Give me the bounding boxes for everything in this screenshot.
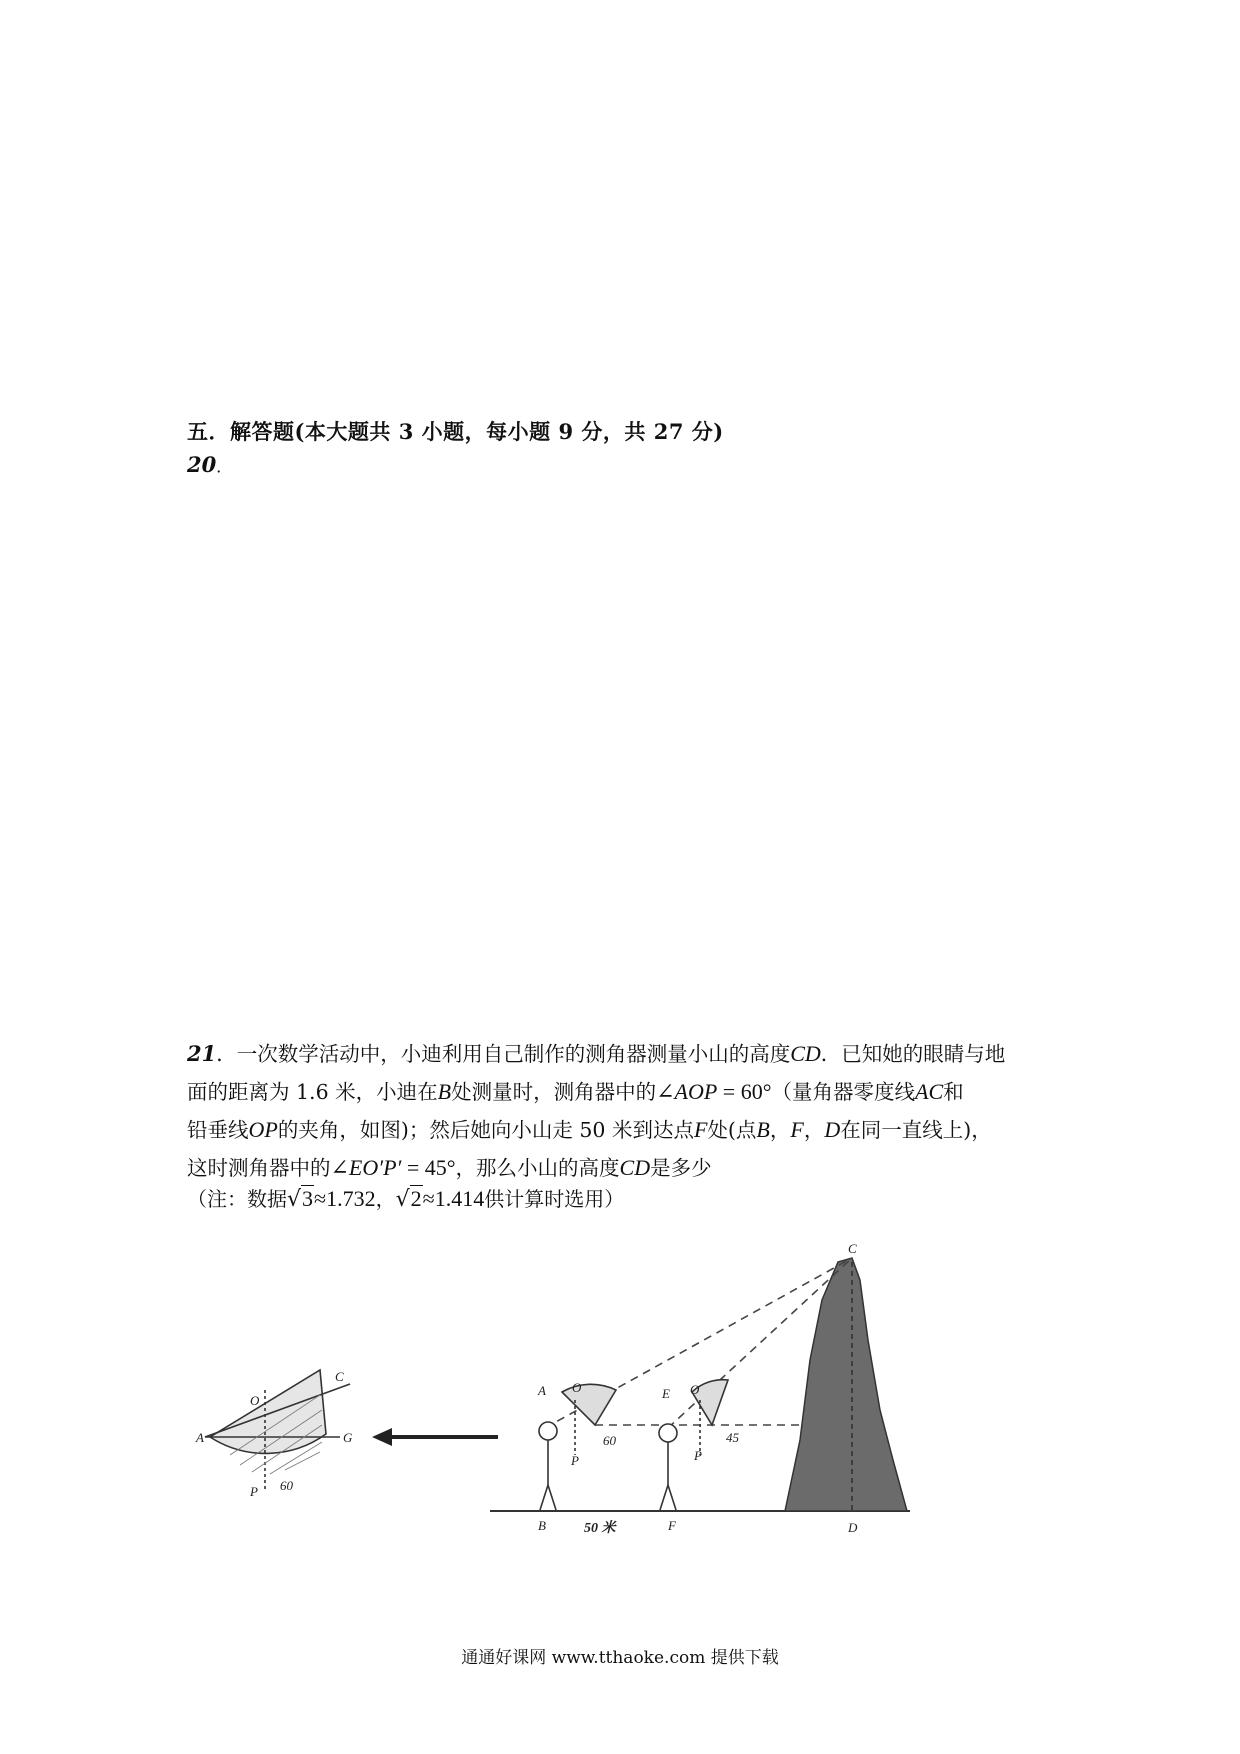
label-e-figure: E [662, 1386, 670, 1401]
label-p-protractor: P [250, 1484, 258, 1499]
label-p-figure: P [571, 1453, 579, 1468]
sqrt-2: √2 [395, 1186, 422, 1212]
label-o-protractor: O [250, 1393, 260, 1408]
label-o2-figure: O [690, 1382, 700, 1397]
label-60-protractor: 60 [280, 1478, 293, 1493]
label-a-protractor: A [196, 1430, 204, 1445]
label-p2-figure: P [694, 1448, 702, 1463]
label-f-ground: F [668, 1518, 676, 1533]
question-21-line-2: 面的距离为 1.6 米，小迪在B处测量时，测角器中的∠AOP = 60°（量角器零度线AC和 [187, 1079, 964, 1104]
question-20-number: 20． [187, 452, 233, 477]
label-distance: 50 米 [584, 1521, 616, 1536]
label-a-figure: A [538, 1383, 546, 1398]
footer: 通通好课网 www.tthaoke.com 提供下载 [461, 1648, 779, 1668]
label-45-figure: 45 [726, 1430, 739, 1445]
label-o-figure: O [572, 1380, 582, 1395]
question-21-line-4: 这时测角器中的∠EO′P′ = 45°，那么小山的高度CD是多少 [187, 1155, 712, 1180]
label-d-ground: D [848, 1520, 858, 1535]
question-21-line-3: 铅垂线OP的夹角，如图)；然后她向小山走 50 米到达点F处(点B，F，D在同一直线上)， [187, 1117, 992, 1142]
sqrt-3: √3 [287, 1186, 314, 1212]
label-c-top: C [848, 1241, 857, 1256]
label-g-protractor: G [343, 1430, 353, 1445]
protractor-detail [205, 1370, 350, 1490]
label-b-ground: B [538, 1518, 546, 1533]
mountain [785, 1258, 907, 1511]
question-21-line-1: 21．一次数学活动中，小迪利用自己制作的测角器测量小山的高度CD．已知她的眼睛与地 [187, 1041, 1006, 1066]
question-21-note: （注：数据√3≈1.732，√2≈1.414供计算时选用） [187, 1186, 625, 1212]
label-60-figure: 60 [603, 1433, 616, 1448]
section-heading: 五．解答题(本大题共 3 小题，每小题 9 分，共 27 分) [187, 419, 724, 444]
arrow-left [372, 1428, 498, 1446]
label-c-protractor: C [335, 1369, 344, 1384]
